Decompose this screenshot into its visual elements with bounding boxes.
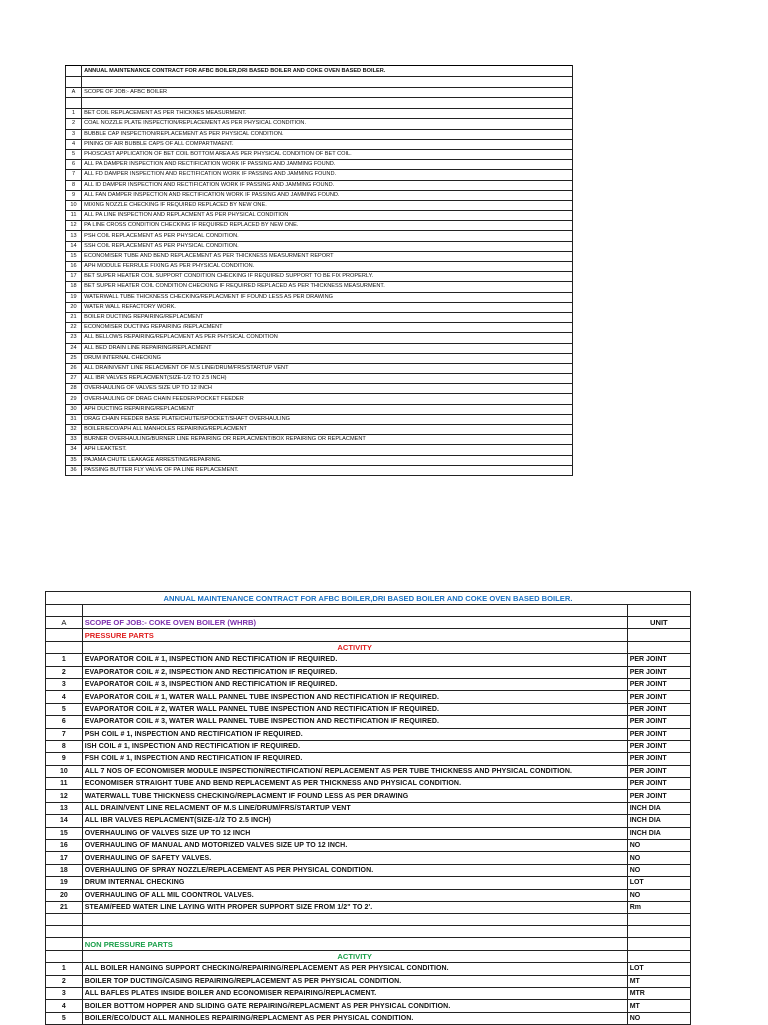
table-row — [66, 231, 573, 241]
row-description: APH MODULE FERRULE FIXING AS PER PHYSICAL CONDITION. — [82, 262, 573, 272]
table-row — [46, 666, 691, 678]
empty-cell — [46, 950, 83, 962]
row-description: APH LEAKTEST. — [82, 445, 573, 455]
table-row — [46, 815, 691, 827]
row-description: PASSING BUTTER FLY VALVE OF PA LINE REPLACEMENT. — [82, 465, 573, 475]
row-unit: PER JOINT — [627, 790, 690, 802]
row-number: 13 — [66, 231, 82, 241]
row-unit: LOT — [627, 877, 690, 889]
row-description: BET COIL REPLACEMENT AS PER THICKNES MEASURMENT. — [82, 109, 573, 119]
row-description: OVERHAULING OF VALVES SIZE UP TO 12 INCH — [82, 384, 573, 394]
empty-cell — [66, 77, 82, 88]
table-row — [66, 333, 573, 343]
row-description: ECONOMISER DUCTING REPAIRING /REPLACMENT — [82, 323, 573, 333]
row-unit: LOT — [627, 963, 690, 975]
row-description: EVAPORATOR COIL # 3, WATER WALL PANNEL TUBE INSPECTION AND RECTIFICATION IF REQUIRED. — [82, 716, 627, 728]
row-description: ALL 7 NOS OF ECONOMISER MODULE INSPECTION/RECTIFICATION/ REPLACEMENT AS PER TUBE THICKNESS AND PHYSICAL CONDITION. — [82, 765, 627, 777]
empty-cell — [627, 914, 690, 926]
scope-row — [66, 88, 573, 98]
afbc-scope-table-body — [66, 66, 573, 476]
row-number: 21 — [46, 901, 83, 913]
blank-row — [66, 98, 573, 109]
row-number: 4 — [46, 691, 83, 703]
table-row — [46, 703, 691, 715]
table-row — [46, 987, 691, 999]
row-number: 18 — [46, 864, 83, 876]
scope-label: SCOPE OF JOB:- AFBC BOILER — [82, 88, 573, 98]
section-heading: PRESSURE PARTS — [82, 629, 627, 641]
row-description: PINING OF AIR BUBBLE CAPS OF ALL COMPARTMAENT. — [82, 139, 573, 149]
row-number: 5 — [46, 703, 83, 715]
row-description: ALL FAN DAMPER INSPECTION AND RECTIFICATION WORK IF PASSING AND JAMMING FOUND. — [82, 190, 573, 200]
row-unit: PER JOINT — [627, 666, 690, 678]
row-description: ALL DRAIN/VENT LINE RELACMENT OF M.S LINE/DRUM/FRS/STARTUP VENT — [82, 802, 627, 814]
activity-row — [46, 950, 691, 962]
table-row — [46, 963, 691, 975]
row-description: OVERHAULING OF DRAG CHAIN FEEDER/POCKET FEEDER — [82, 394, 573, 404]
row-number: 5 — [66, 149, 82, 159]
row-unit: PER JOINT — [627, 728, 690, 740]
empty-cell — [627, 938, 690, 950]
row-description: DRUM INTERNAL CHECKING — [82, 353, 573, 363]
row-number: 12 — [46, 790, 83, 802]
table-row — [66, 394, 573, 404]
row-description: ALL IBR VALVES REPLACMENT(SIZE-1/2 TO 2.5 INCH) — [82, 815, 627, 827]
empty-cell — [82, 77, 573, 88]
row-unit: PER JOINT — [627, 654, 690, 666]
row-unit: PER JOINT — [627, 691, 690, 703]
row-description: ALL BOILER HANGING SUPPORT CHECKING/REPAIRING/REPLACEMENT AS PER PHYSICAL CONDITION. — [82, 963, 627, 975]
row-description: FSH COIL # 1, INSPECTION AND RECTIFICATION IF REQUIRED. — [82, 753, 627, 765]
table-row — [46, 790, 691, 802]
row-number: 2 — [46, 666, 83, 678]
row-description: MIXING NOZZLE CHECKING IF REQUIRED REPLACED BY NEW ONE. — [82, 200, 573, 210]
row-number: 36 — [66, 465, 82, 475]
table-row — [66, 160, 573, 170]
scope-row — [46, 617, 691, 629]
row-number: 20 — [46, 889, 83, 901]
empty-cell — [82, 914, 627, 926]
row-number: 4 — [46, 1000, 83, 1012]
table-row — [66, 343, 573, 353]
row-number: 22 — [66, 323, 82, 333]
table-row — [46, 740, 691, 752]
row-description: ECONOMISER TUBE AND BEND REPLACEMENT AS PER THICKNESS MEASURMENT REPORT — [82, 251, 573, 261]
row-unit: MT — [627, 1000, 690, 1012]
table-row — [66, 170, 573, 180]
row-description: OVERHAULING OF SPRAY NOZZLE/REPLACEMENT AS PER PHYSICAL CONDITION. — [82, 864, 627, 876]
row-number: 19 — [66, 292, 82, 302]
blank-row — [66, 77, 573, 88]
table-row — [46, 864, 691, 876]
table-row — [66, 221, 573, 231]
row-number: 6 — [66, 160, 82, 170]
row-number: 18 — [66, 282, 82, 292]
table-row — [66, 139, 573, 149]
table-row — [46, 889, 691, 901]
row-unit: PER JOINT — [627, 753, 690, 765]
row-number: 17 — [46, 852, 83, 864]
row-description: SSH COIL REPLACEMENT AS PER PHYSICAL CONDITION. — [82, 241, 573, 251]
empty-cell — [46, 605, 83, 617]
row-description: ECONOMISER STRAIGHT TUBE AND BEND REPLACEMENT AS PER THICKNESS AND PHYSICAL CONDITION. — [82, 778, 627, 790]
row-description: COAL NOZZLE PLATE INSPECTION/REPLACEMENT AS PER PHYSICAL CONDITION. — [82, 119, 573, 129]
row-description: ALL ID DAMPER INSPECTION AND RECTIFICATION WORK IF PASSING AND JAMMING FOUND. — [82, 180, 573, 190]
table-title: ANNUAL MAINTENANCE CONTRACT FOR AFBC BOILER,DRI BASED BOILER AND COKE OVEN BASED BOILER. — [82, 66, 573, 77]
row-description: ALL PA DAMPER INSPECTION AND RECTIFICATION WORK IF PASSING AND JAMMING FOUND. — [82, 160, 573, 170]
row-number: 26 — [66, 363, 82, 373]
row-number: 14 — [46, 815, 83, 827]
row-number: 5 — [46, 1012, 83, 1024]
empty-cell — [627, 950, 690, 962]
table-row — [46, 1000, 691, 1012]
row-description: OVERHAULING OF ALL MIL COONTROL VALVES. — [82, 889, 627, 901]
row-number: 21 — [66, 312, 82, 322]
row-number: 2 — [66, 119, 82, 129]
row-description: EVAPORATOR COIL # 1, INSPECTION AND RECTIFICATION IF REQUIRED. — [82, 654, 627, 666]
empty-cell — [46, 926, 83, 938]
empty-cell — [46, 641, 83, 653]
row-unit: INCH DIA — [627, 802, 690, 814]
row-description: PA LINE CROSS CONDITION CHECKING IF REQUIRED REPLACED BY NEW ONE. — [82, 221, 573, 231]
table-row — [66, 445, 573, 455]
empty-cell — [66, 98, 82, 109]
table-row — [46, 753, 691, 765]
scope-label: SCOPE OF JOB:- COKE OVEN BOILER (WHRB) — [82, 617, 627, 629]
row-number: 32 — [66, 425, 82, 435]
table-row — [46, 802, 691, 814]
row-description: BOILER/ECO/DUCT ALL MANHOLES REPAIRING/REPLACMENT AS PER PHYSICAL CONDITION. — [82, 1012, 627, 1024]
table-title-row — [66, 66, 573, 77]
row-unit: NO — [627, 864, 690, 876]
table-row — [66, 251, 573, 261]
row-description: OVERHAULING OF MANUAL AND MOTORIZED VALVES SIZE UP TO 12 INCH. — [82, 840, 627, 852]
row-description: BUBBLE CAP INSPECTION/REPLACEMENT AS PER PHYSICAL CONDITION. — [82, 129, 573, 139]
scope-number: A — [46, 617, 83, 629]
table-row — [66, 292, 573, 302]
table-row — [46, 778, 691, 790]
table-row — [66, 323, 573, 333]
empty-cell — [627, 605, 690, 617]
table-row — [46, 975, 691, 987]
row-description: BOILER BOTTOM HOPPER AND SLIDING GATE REPAIRING/REPLACMENT AS PER PHYSICAL CONDITION. — [82, 1000, 627, 1012]
table-row — [66, 109, 573, 119]
row-description: WATERWALL TUBE THICKNESS CHECKING/REPLACMENT IF FOUND LESS AS PER DRAWING — [82, 292, 573, 302]
table-row — [66, 119, 573, 129]
row-description: BURNER OVERHAULING/BURNER LINE REPAIRING OR REPLACMENT/BOX REPAIRING OR REPLACMENT — [82, 435, 573, 445]
row-number: 10 — [66, 200, 82, 210]
row-description: ISH COIL # 1, INSPECTION AND RECTIFICATION IF REQUIRED. — [82, 740, 627, 752]
row-description: DRAG CHAIN FEEDER BASE PLATE/CHUTE/SPOCKET/SHAFT OVERHAULING — [82, 414, 573, 424]
empty-cell — [46, 938, 83, 950]
row-number: 16 — [46, 840, 83, 852]
row-number: 3 — [66, 129, 82, 139]
table-row — [66, 465, 573, 475]
row-number: 1 — [46, 963, 83, 975]
row-number: 9 — [46, 753, 83, 765]
row-description: OVERHAULING OF VALVES SIZE UP TO 12 INCH — [82, 827, 627, 839]
table-row — [46, 654, 691, 666]
row-description: BET SUPER HEATER COIL CONDITION CHECKING IF REQUIRED REPLACED AS PER THICKNESS MEASURMENT. — [82, 282, 573, 292]
row-number: 9 — [66, 190, 82, 200]
table-row — [46, 691, 691, 703]
table-row — [66, 404, 573, 414]
row-number: 25 — [66, 353, 82, 363]
activity-row — [46, 641, 691, 653]
table-row — [46, 1012, 691, 1024]
row-number: 6 — [46, 716, 83, 728]
row-number: 8 — [46, 740, 83, 752]
row-description: EVAPORATOR COIL # 2, WATER WALL PANNEL TUBE INSPECTION AND RECTIFICATION IF REQUIRED. — [82, 703, 627, 715]
row-number: 10 — [46, 765, 83, 777]
row-description: WATERWALL TUBE THICKNESS CHECKING/REPLACMENT IF FOUND LESS AS PER DRAWING — [82, 790, 627, 802]
row-description: PSH COIL # 1, INSPECTION AND RECTIFICATION IF REQUIRED. — [82, 728, 627, 740]
row-unit: PER JOINT — [627, 678, 690, 690]
row-description: DRUM INTERNAL CHECKING — [82, 877, 627, 889]
row-number: 16 — [66, 262, 82, 272]
empty-cell — [627, 641, 690, 653]
row-number: 29 — [66, 394, 82, 404]
row-description: STEAM/FEED WATER LINE LAYING WITH PROPER SUPPORT SIZE FROM 1/2" TO 2'. — [82, 901, 627, 913]
row-unit: PER JOINT — [627, 740, 690, 752]
row-unit: NO — [627, 840, 690, 852]
row-number: 3 — [46, 678, 83, 690]
table-row — [46, 840, 691, 852]
row-description: PAJAMA CHUTE LEAKAGE ARRESTING/REPAIRING. — [82, 455, 573, 465]
row-unit: NO — [627, 889, 690, 901]
row-number: 11 — [46, 778, 83, 790]
row-description: EVAPORATOR COIL # 1, WATER WALL PANNEL TUBE INSPECTION AND RECTIFICATION IF REQUIRED. — [82, 691, 627, 703]
row-unit: PER JOINT — [627, 765, 690, 777]
table-row — [66, 353, 573, 363]
empty-cell — [82, 926, 627, 938]
row-unit: NO — [627, 1012, 690, 1024]
row-description: ALL BED DRAIN LINE REPAIRING/REPLACMENT — [82, 343, 573, 353]
row-number: 13 — [46, 802, 83, 814]
row-number: 4 — [66, 139, 82, 149]
activity-heading: ACTIVITY — [82, 950, 627, 962]
row-number: 11 — [66, 211, 82, 221]
table-row — [46, 765, 691, 777]
row-unit: Rm — [627, 901, 690, 913]
blank-row — [46, 605, 691, 617]
row-number: 12 — [66, 221, 82, 231]
section-row-pressure-parts — [46, 629, 691, 641]
row-number: 15 — [46, 827, 83, 839]
afbc-scope-table — [65, 65, 573, 476]
table-row — [66, 211, 573, 221]
table-row — [66, 190, 573, 200]
row-description: BOILER DUCTING REPAIRING/REPLACMENT — [82, 312, 573, 322]
table-row — [46, 852, 691, 864]
row-number: 2 — [46, 975, 83, 987]
section-row-non-pressure-parts — [46, 938, 691, 950]
table-row — [66, 241, 573, 251]
table-row — [66, 425, 573, 435]
empty-cell — [627, 629, 690, 641]
row-description: BOILER/ECO/APH ALL MANHOLES REPAIRING/REPLACMENT — [82, 425, 573, 435]
table-row — [46, 728, 691, 740]
table-row — [46, 901, 691, 913]
row-unit: INCH DIA — [627, 815, 690, 827]
row-description: APH DUCTING REPAIRING/REPLACMENT — [82, 404, 573, 414]
table-row — [66, 374, 573, 384]
empty-cell — [82, 605, 627, 617]
row-unit: MTR — [627, 987, 690, 999]
row-description: OVERHAULING OF SAFETY VALVES. — [82, 852, 627, 864]
row-number: 23 — [66, 333, 82, 343]
table-row — [66, 384, 573, 394]
table-row — [66, 282, 573, 292]
row-description: ALL BELLOWS REPAIRING/REPLACMENT AS PER PHYSICAL CONDITION — [82, 333, 573, 343]
row-number: 19 — [46, 877, 83, 889]
empty-cell — [46, 914, 83, 926]
row-number: 20 — [66, 302, 82, 312]
section-heading: NON PRESSURE PARTS — [82, 938, 627, 950]
row-number: 3 — [46, 987, 83, 999]
table-row — [46, 678, 691, 690]
unit-column-header: UNIT — [627, 617, 690, 629]
row-description: ALL FD DAMPER INSPECTION AND RECTIFICATION WORK IF PASSING AND JAMMING FOUND. — [82, 170, 573, 180]
row-description: ALL BAFLES PLATES INSIDE BOILER AND ECONOMISER REPAIRING/REPLACMENT. — [82, 987, 627, 999]
coke-oven-scope-table — [45, 591, 691, 1025]
row-number: 14 — [66, 241, 82, 251]
row-number: 34 — [66, 445, 82, 455]
row-description: ALL DRAIN/VENT LINE RELACMENT OF M.S LINE/DRUM/FRS/STARTUP VENT — [82, 363, 573, 373]
row-description: EVAPORATOR COIL # 2, INSPECTION AND RECTIFICATION IF REQUIRED. — [82, 666, 627, 678]
row-description: ALL IBR VALVES REPLACMENT(SIZE-1/2 TO 2.5 INCH) — [82, 374, 573, 384]
row-unit: PER JOINT — [627, 703, 690, 715]
table-row — [46, 716, 691, 728]
row-description: EVAPORATOR COIL # 3, INSPECTION AND RECTIFICATION IF REQUIRED. — [82, 678, 627, 690]
row-number: 27 — [66, 374, 82, 384]
blank-row — [46, 914, 691, 926]
table-row — [46, 877, 691, 889]
row-number: 7 — [46, 728, 83, 740]
row-unit: NO — [627, 852, 690, 864]
row-number: 31 — [66, 414, 82, 424]
blank-row — [46, 926, 691, 938]
empty-cell — [627, 926, 690, 938]
row-number: 7 — [66, 170, 82, 180]
row-description: ALL PA LINE INSPECTION AND REPLACMENT AS PER PHYSICAL CONDITION — [82, 211, 573, 221]
row-description: PSH COIL REPLACEMENT AS PER PHYSICAL CONDITION. — [82, 231, 573, 241]
table-row — [66, 149, 573, 159]
table-row — [66, 455, 573, 465]
table-row — [66, 129, 573, 139]
table-title: ANNUAL MAINTENANCE CONTRACT FOR AFBC BOILER,DRI BASED BOILER AND COKE OVEN BASED BOILER. — [46, 592, 691, 605]
empty-cell — [66, 66, 82, 77]
table-row — [66, 180, 573, 190]
row-number: 8 — [66, 180, 82, 190]
row-number: 35 — [66, 455, 82, 465]
row-number: 1 — [46, 654, 83, 666]
table-row — [66, 272, 573, 282]
row-description: PHOSCAST APPLICATION OF BET COIL BOTTOM AREA AS PER PHYSICAL CONDITION OF BET COIL. — [82, 149, 573, 159]
row-unit: INCH DIA — [627, 827, 690, 839]
table-row — [66, 262, 573, 272]
table-row — [46, 827, 691, 839]
table-title-row — [46, 592, 691, 605]
table-row — [66, 435, 573, 445]
table-row — [66, 363, 573, 373]
table-row — [66, 200, 573, 210]
row-unit: MT — [627, 975, 690, 987]
row-number: 28 — [66, 384, 82, 394]
row-unit: PER JOINT — [627, 716, 690, 728]
row-number: 24 — [66, 343, 82, 353]
coke-oven-scope-table-body — [46, 592, 691, 1025]
row-description: BOILER TOP DUCTING/CASING REPAIRING/REPLACEMENT AS PER PHYSICAL CONDITION. — [82, 975, 627, 987]
row-number: 33 — [66, 435, 82, 445]
row-description: WATER WALL REFACTORY WORK. — [82, 302, 573, 312]
table-row — [66, 302, 573, 312]
table-row — [66, 312, 573, 322]
empty-cell — [46, 629, 83, 641]
row-unit: PER JOINT — [627, 778, 690, 790]
row-description: BET SUPER HEATER COIL SUPPORT CONDITION CHECKING IF REQUIRED SUPPORT TO BE FIX PROPERLY. — [82, 272, 573, 282]
row-number: 17 — [66, 272, 82, 282]
row-number: 1 — [66, 109, 82, 119]
empty-cell — [82, 98, 573, 109]
row-number: 15 — [66, 251, 82, 261]
activity-heading: ACTIVITY — [82, 641, 627, 653]
row-number: 30 — [66, 404, 82, 414]
scope-number: A — [66, 88, 82, 98]
table-row — [66, 414, 573, 424]
